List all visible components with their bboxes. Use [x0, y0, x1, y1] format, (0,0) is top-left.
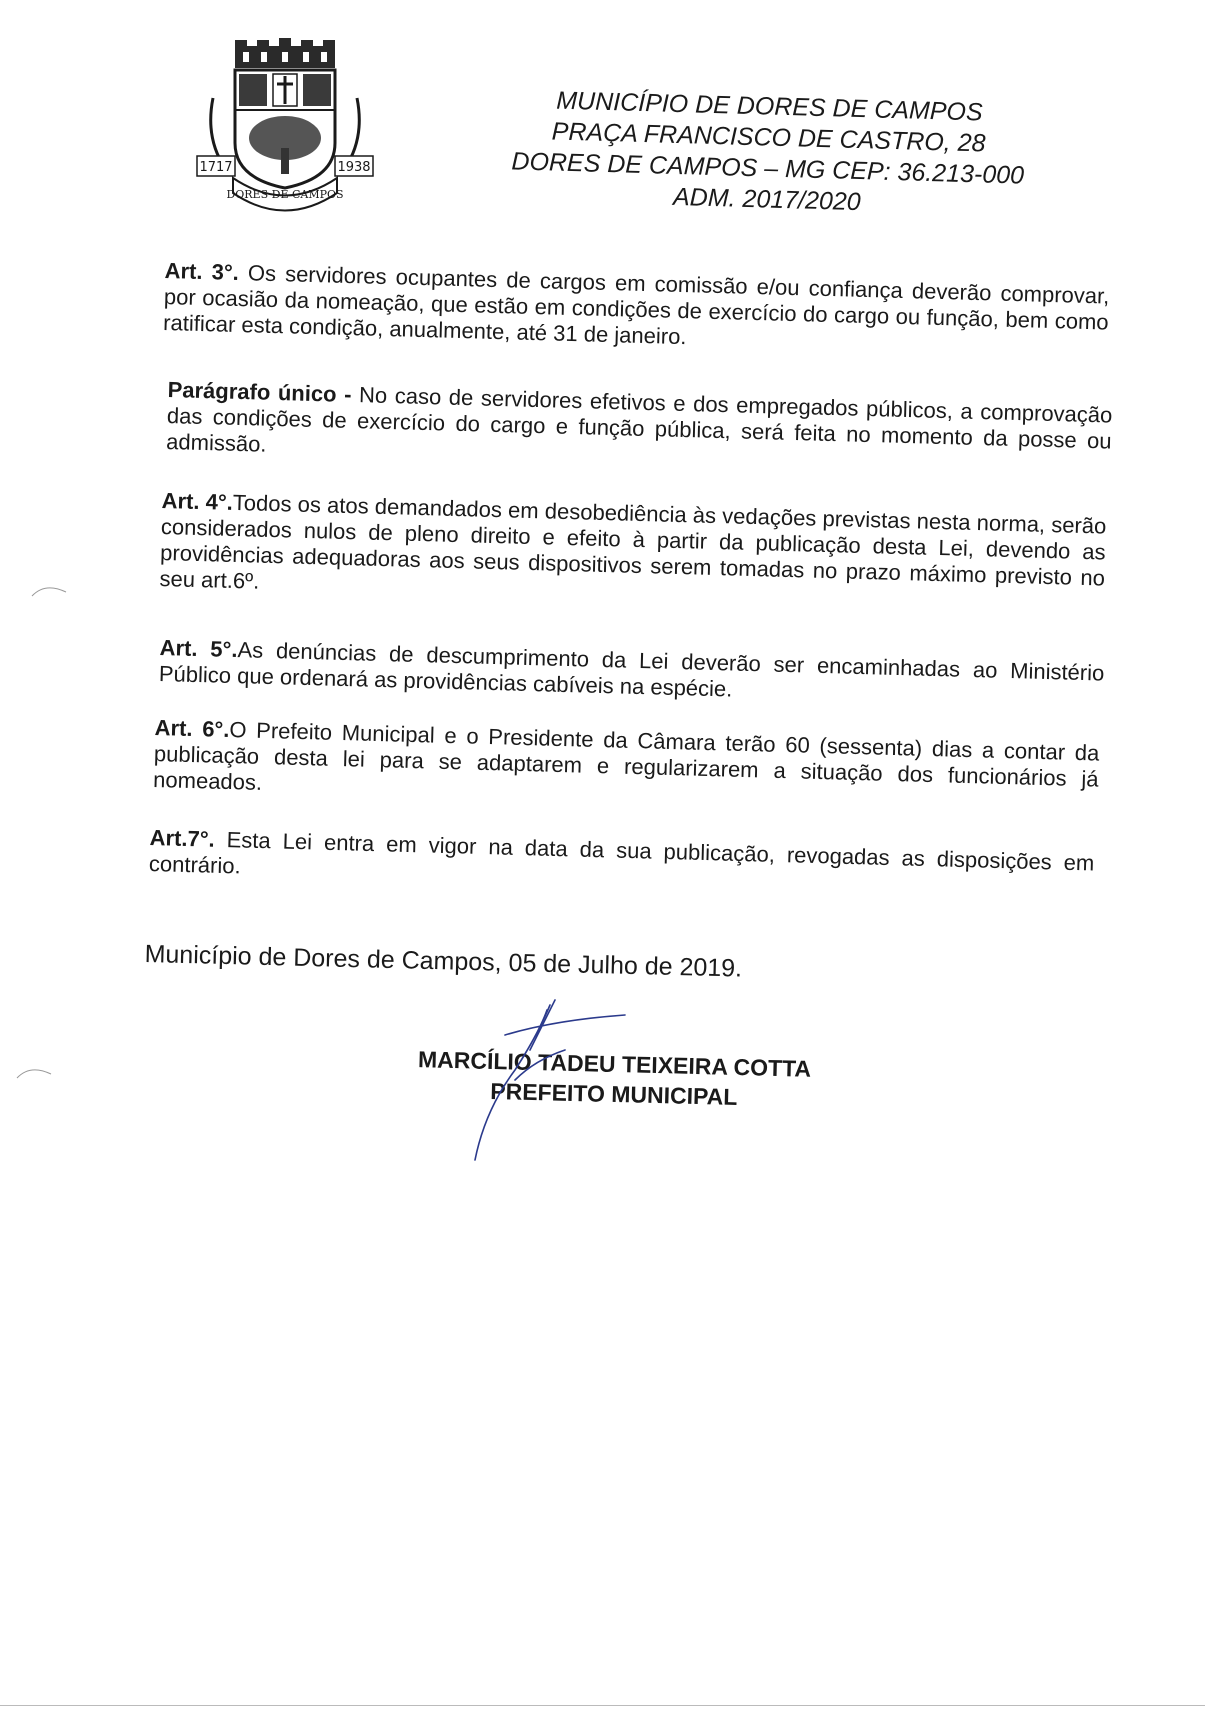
signer-title: PREFEITO MUNICIPAL	[490, 1077, 738, 1110]
article-3-text: Os servidores ocupantes de cargos em comissão e/ou confiança deverão comprovar, por ocasião da nomeação, que estão em condições de exercício do cargo ou função, bem como ratificar esta condição, anualmente, até 31 de janeiro.	[162, 260, 1110, 350]
svg-text:1938: 1938	[337, 160, 371, 175]
article-6	[153, 715, 1100, 819]
paragrafo-unico-label: Parágrafo único -	[167, 377, 352, 407]
paragrafo-unico	[166, 377, 1113, 481]
article-4-label: Art. 4°.	[161, 488, 234, 515]
article-3-label: Art. 3°.	[164, 258, 240, 285]
article-4	[159, 488, 1106, 618]
paragrafo-unico-text: No caso de servidores efetivos e dos empregados públicos, a comprovação das condições de exercício do cargo e função pública, será feita no momento da posse ou admissão.	[165, 381, 1113, 457]
svg-text:DORES DE CAMPOS: DORES DE CAMPOS	[226, 188, 344, 201]
letterhead-address: PRAÇA FRANCISCO DE CASTRO, 28	[551, 117, 986, 158]
date-line: Município de Dores de Campos, 05 de Julho de 2019.	[144, 940, 743, 983]
letterhead-municipality: MUNICÍPIO DE DORES DE CAMPOS	[555, 86, 984, 127]
article-7-text: Esta Lei entra em vigor na data da sua publicação, revogadas as disposições em contrário.	[148, 826, 1095, 879]
article-3	[163, 258, 1110, 362]
article-7	[149, 825, 1095, 903]
article-5-label: Art. 5°.	[159, 635, 238, 663]
letterhead-administration: ADM. 2017/2020	[672, 182, 862, 217]
svg-text:1717: 1717	[199, 160, 233, 175]
letterhead-city-cep: DORES DE CAMPOS – MG CEP: 36.213-000	[511, 147, 1025, 190]
signer-name: MARCÍLIO TADEU TEIXEIRA COTTA	[417, 1046, 812, 1082]
scan-artifact-mark	[15, 1062, 55, 1082]
article-6-text: O Prefeito Municipal e o Presidente da Câmara terão 60 (sessenta) dias a contar da publicação desta lei para se adaptarem e regularizarem a situação dos funcionários já nomeados.	[152, 717, 1100, 795]
municipal-crest-logo	[195, 38, 375, 213]
scan-artifact-mark	[30, 580, 70, 600]
scan-edge-line	[0, 1705, 1205, 1706]
article-7-label: Art.7°.	[149, 825, 216, 852]
letterhead	[497, 84, 1040, 223]
article-5-text: As denúncias de descumprimento da Lei deverão ser encaminhadas ao Ministério Público que ordenará as providências cabíveis na espécie.	[158, 637, 1105, 702]
handwritten-signature	[455, 990, 635, 1170]
article-4-text: Todos os atos demandados em desobediência às vedações previstas nesta norma, serão considerados nulos de pleno direito e efeito à partir da publicação desta Lei, devendo as providências adequadoras aos seus dispositivos serem tomadas no prazo máximo previsto no seu art.6º.	[159, 489, 1107, 594]
article-6-label: Art. 6°.	[154, 715, 230, 743]
article-5	[159, 635, 1105, 713]
